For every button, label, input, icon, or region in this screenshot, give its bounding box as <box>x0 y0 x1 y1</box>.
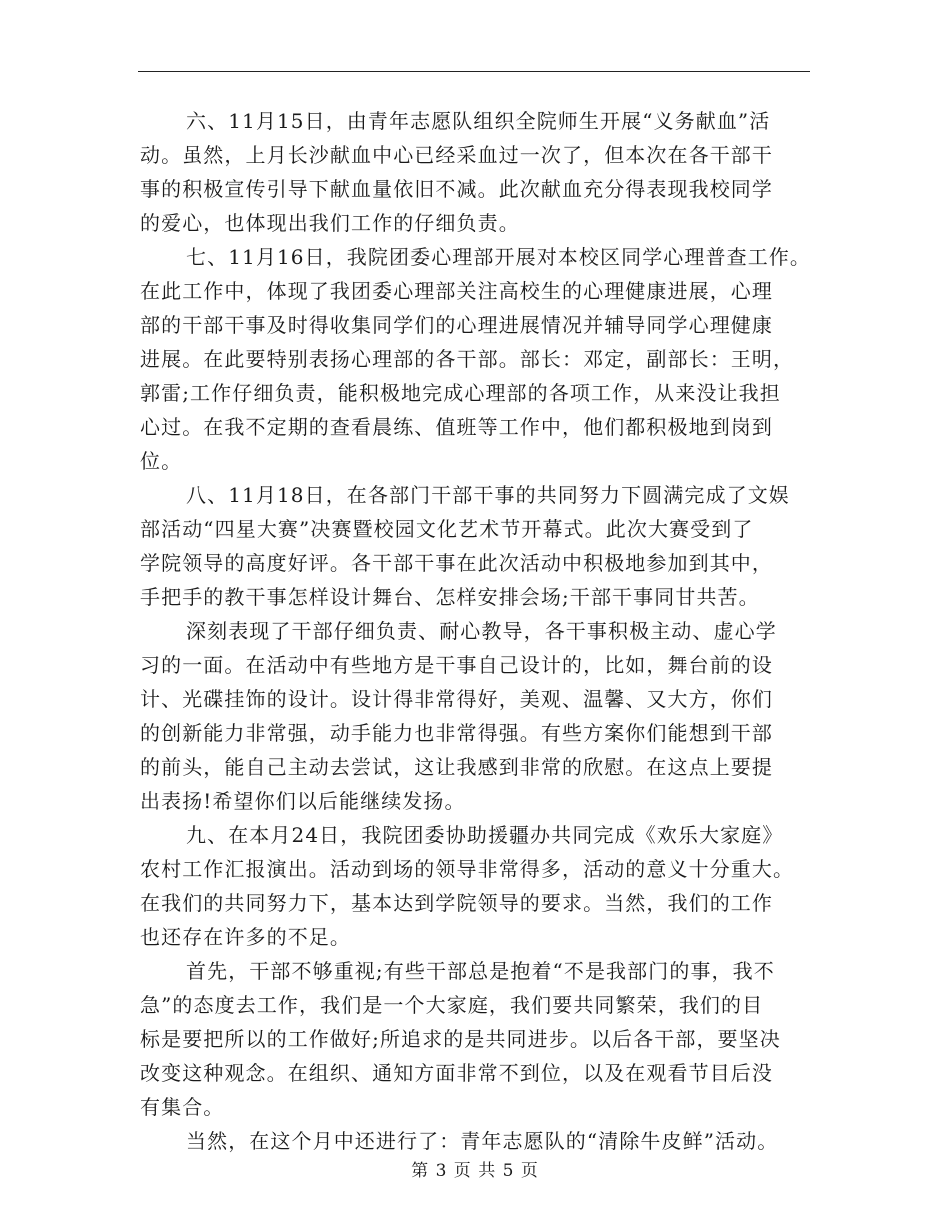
paragraph-line: 在此工作中，体现了我团委心理部关注高校生的心理健康进展，心理 <box>140 279 773 303</box>
paragraph-line: 九、在本月24日，我院团委协助援疆办共同完成《欢乐大家庭》 <box>186 823 784 847</box>
document-body <box>140 104 830 1158</box>
paragraph-line: 急”的态度去工作，我们是一个大家庭，我们要共同繁荣，我们的目 <box>140 993 764 1017</box>
paragraph-line: 动。虽然，上月长沙献血中心已经采血过一次了，但本次在各干部干 <box>140 143 773 167</box>
paragraph-line: 首先，干部不够重视;有些干部总是抱着“不是我部门的事，我不 <box>186 959 775 983</box>
paragraph-line: 的前头，能自己主动去尝试，这让我感到非常的欣慰。在这点上要提 <box>140 755 773 779</box>
paragraph-line: 位。 <box>140 449 183 473</box>
paragraph-line: 深刻表现了干部仔细负责、耐心教导，各干事积极主动、虚心学 <box>186 619 777 643</box>
paragraph-line: 八、11月18日，在各部门干部干事的共同努力下圆满完成了文娱 <box>186 483 790 507</box>
paragraph-line: 农村工作汇报演出。活动到场的领导非常得多，活动的意义十分重大。 <box>140 857 795 881</box>
paragraph-line: 学院领导的高度好评。各干部干事在此次活动中积极地参加到其中， <box>140 551 773 575</box>
paragraph-line: 出表扬!希望你们以后能继续发扬。 <box>140 789 466 813</box>
paragraph-line: 郭雷;工作仔细负责，能积极地完成心理部的各项工作，从来没让我担 <box>140 381 781 405</box>
paragraph-line: 心过。在我不定期的查看晨练、值班等工作中，他们都积极地到岗到 <box>140 415 773 439</box>
paragraph-line: 部活动“四星大赛”决赛暨校园文化艺术节开幕式。此次大赛受到了 <box>140 517 754 541</box>
paragraph-line: 计、光碟挂饰的设计。设计得非常得好，美观、温馨、又大方，你们 <box>140 687 773 711</box>
paragraph-line: 六、11月15日，由青年志愿队组织全院师生开展“义务献血”活 <box>186 109 771 133</box>
paragraph-line: 的创新能力非常强，动手能力也非常得强。有些方案你们能想到干部 <box>140 721 773 745</box>
paragraph-line: 标是要把所以的工作做好;所追求的是共同进步。以后各干部，要坚决 <box>140 1027 781 1051</box>
paragraph-line: 手把手的教干事怎样设计舞台、怎样安排会场;干部干事同甘共苦。 <box>140 585 760 609</box>
paragraph-line: 事的积极宣传引导下献血量依旧不减。此次献血充分得表现我校同学 <box>140 177 773 201</box>
paragraph-line: 在我们的共同努力下，基本达到学院领导的要求。当然，我们的工作 <box>140 891 773 915</box>
paragraph-line: 的爱心，也体现出我们工作的仔细负责。 <box>140 211 520 235</box>
paragraph-line: 当然，在这个月中还进行了：青年志愿队的“清除牛皮鲜”活动。 <box>186 1129 779 1153</box>
page-number-footer: 第 3 页 共 5 页 <box>411 1161 539 1181</box>
paragraph-line: 进展。在此要特别表扬心理部的各干部。部长：邓定，副部长：王明， <box>140 347 795 371</box>
paragraph-line: 习的一面。在活动中有些地方是干事自己设计的，比如，舞台前的设 <box>140 653 773 677</box>
paragraph-line: 改变这种观念。在组织、通知方面非常不到位，以及在观看节目后没 <box>140 1061 773 1085</box>
paragraph-line: 部的干部干事及时得收集同学们的心理进展情况并辅导同学心理健康 <box>140 313 773 337</box>
paragraph-line: 也还存在许多的不足。 <box>140 925 351 949</box>
header-rule <box>138 71 810 72</box>
paragraph-line: 七、11月16日，我院团委心理部开展对本校区同学心理普查工作。 <box>186 245 811 269</box>
paragraph-line: 有集合。 <box>140 1095 225 1119</box>
